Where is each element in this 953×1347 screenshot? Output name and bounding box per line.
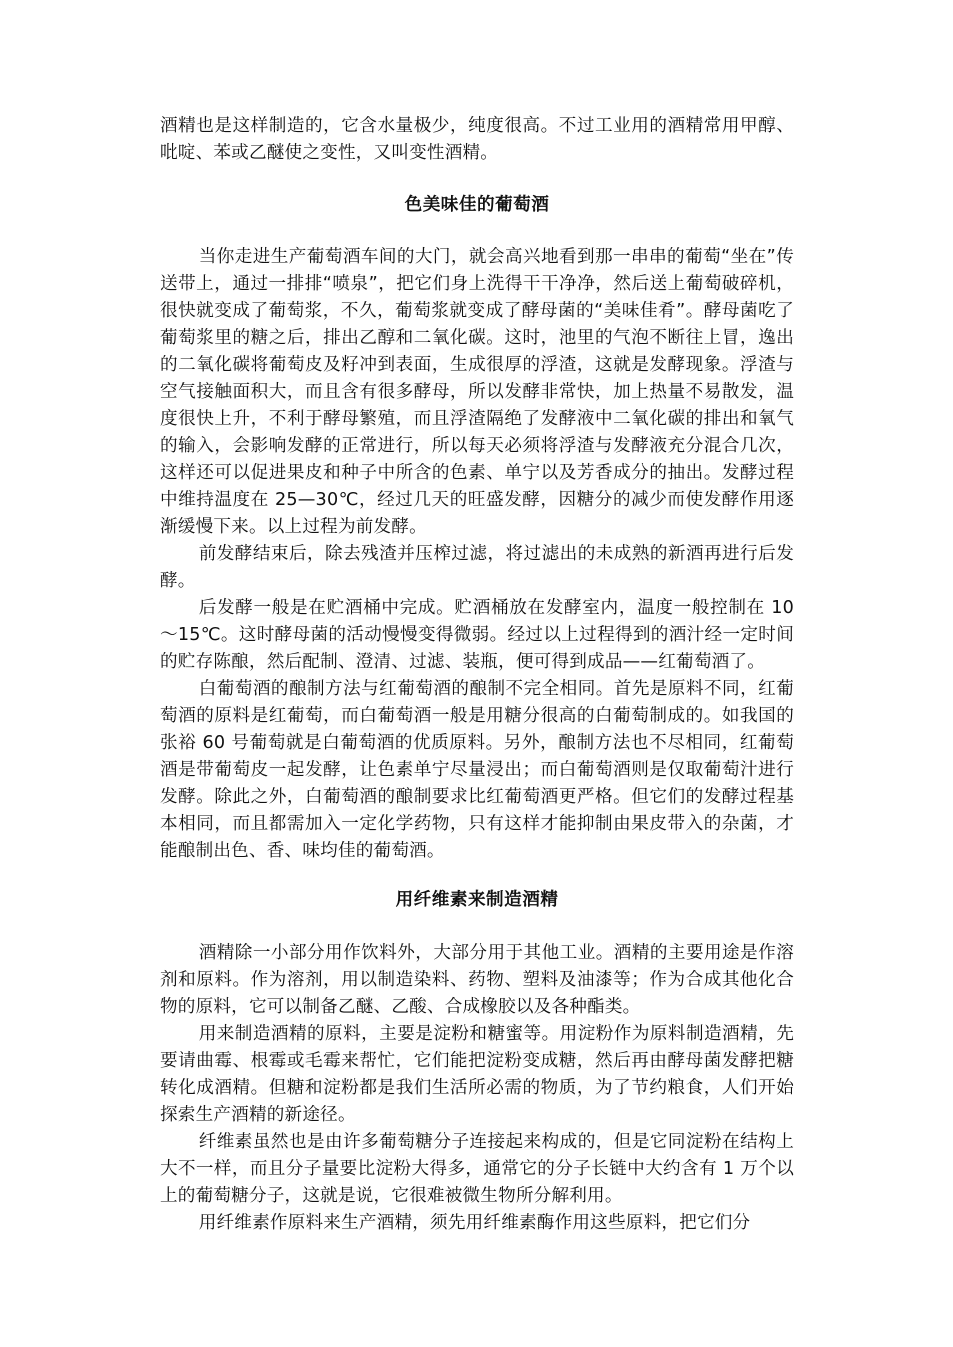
section-title-cellulose: 用纤维素来制造酒精 bbox=[395, 890, 559, 910]
cellulose-paragraph-1: 酒精除一小部分用作饮料外，大部分用于其他工业。酒精的主要用途是作溶剂和原料。作为溶剂，用以制造染料、药物、塑料及油漆等；作为合成其他化合物的原料，它可以制备乙醚、乙酸、合成橡胶以及各种酯类。 bbox=[160, 943, 794, 1017]
document-page bbox=[160, 113, 794, 1237]
cellulose-paragraph-4: 用纤维素作原料来生产酒精，须先用纤维素酶作用这些原料，把它们分 bbox=[198, 1213, 751, 1233]
spacer bbox=[160, 865, 794, 887]
cellulose-paragraph-3: 纤维素虽然也是由许多葡萄糖分子连接起来构成的，但是它同淀粉在结构上大不一样，而且分子量要比淀粉大得多，通常它的分子长链中大约含有 1 万个以上的葡萄糖分子，这就是说，它很难被微生物所分解利用。 bbox=[160, 1132, 794, 1206]
section-title-wine: 色美味佳的葡萄酒 bbox=[404, 195, 550, 215]
spacer bbox=[160, 219, 794, 244]
wine-paragraph-4: 白葡萄酒的酿制方法与红葡萄酒的酿制不完全相同。首先是原料不同，红葡萄酒的原料是红葡萄，而白葡萄酒一般是用糖分很高的白葡萄制成的。如我国的张裕 60 号葡萄就是白葡萄酒的优质原料。另外，酿制方法也不尽相同，红葡萄酒是带葡萄皮一起发酵，让色素单宁尽量浸出；而白葡萄酒则是仅取葡萄汁进行发酵。除此之外，白葡萄酒的酿制要求比红葡萄酒更严格。但它们的发酵过程基本相同，而且都需加入一定化学药物，只有这样才能抑制由果皮带入的杂菌，才能酿制出色、香、味均佳的葡萄酒。 bbox=[160, 679, 794, 861]
cellulose-paragraph-2: 用来制造酒精的原料，主要是淀粉和糖蜜等。用淀粉作为原料制造酒精，先要请曲霉、根霉或毛霉来帮忙，它们能把淀粉变成糖，然后再由酵母菌发酵把糖转化成酒精。但糖和淀粉都是我们生活所必需的物质，为了节约粮食，人们开始探索生产酒精的新途径。 bbox=[160, 1024, 794, 1125]
spacer bbox=[160, 167, 794, 192]
wine-paragraph-2: 前发酵结束后，除去残渣并压榨过滤，将过滤出的未成熟的新酒再进行后发酵。 bbox=[160, 544, 794, 591]
wine-paragraph-3: 后发酵一般是在贮酒桶中完成。贮酒桶放在发酵室内，温度一般控制在 10～15℃。这时酵母菌的活动慢慢变得微弱。经过以上过程得到的酒汁经一定时间的贮存陈酿，然后配制、澄清、过滤、装瓶，便可得到成品——红葡萄酒了。 bbox=[160, 598, 794, 672]
spacer bbox=[160, 914, 794, 940]
wine-paragraph-1: 当你走进生产葡萄酒车间的大门，就会高兴地看到那一串串的葡萄“坐在”传送带上，通过一排排“喷泉”，把它们身上洗得干干净净，然后送上葡萄破碎机，很快就变成了葡萄浆，不久，葡萄浆就变成了酵母菌的“美味佳肴”。酵母菌吃了葡萄浆里的糖之后，排出乙醇和二氧化碳。这时，池里的气泡不断往上冒，逸出的二氧化碳将葡萄皮及籽冲到表面，生成很厚的浮渣，这就是发酵现象。浮渣与空气接触面积大，而且含有很多酵母，所以发酵非常快，加上热量不易散发，温度很快上升，不利于酵母繁殖，而且浮渣隔绝了发酵液中二氧化碳的排出和氧气的输入，会影响发酵的正常进行，所以每天必须将浮渣与发酵液充分混合几次，这样还可以促进果皮和种子中所含的色素、单宁以及芳香成分的抽出。发酵过程中维持温度在 25—30℃，经过几天的旺盛发酵，因糖分的减少而使发酵作用逐渐缓慢下来。以上过程为前发酵。 bbox=[160, 247, 794, 537]
intro-paragraph: 酒精也是这样制造的，它含水量极少，纯度很高。不过工业用的酒精常用甲醇、吡啶、苯或乙醚使之变性，又叫变性酒精。 bbox=[160, 116, 794, 163]
